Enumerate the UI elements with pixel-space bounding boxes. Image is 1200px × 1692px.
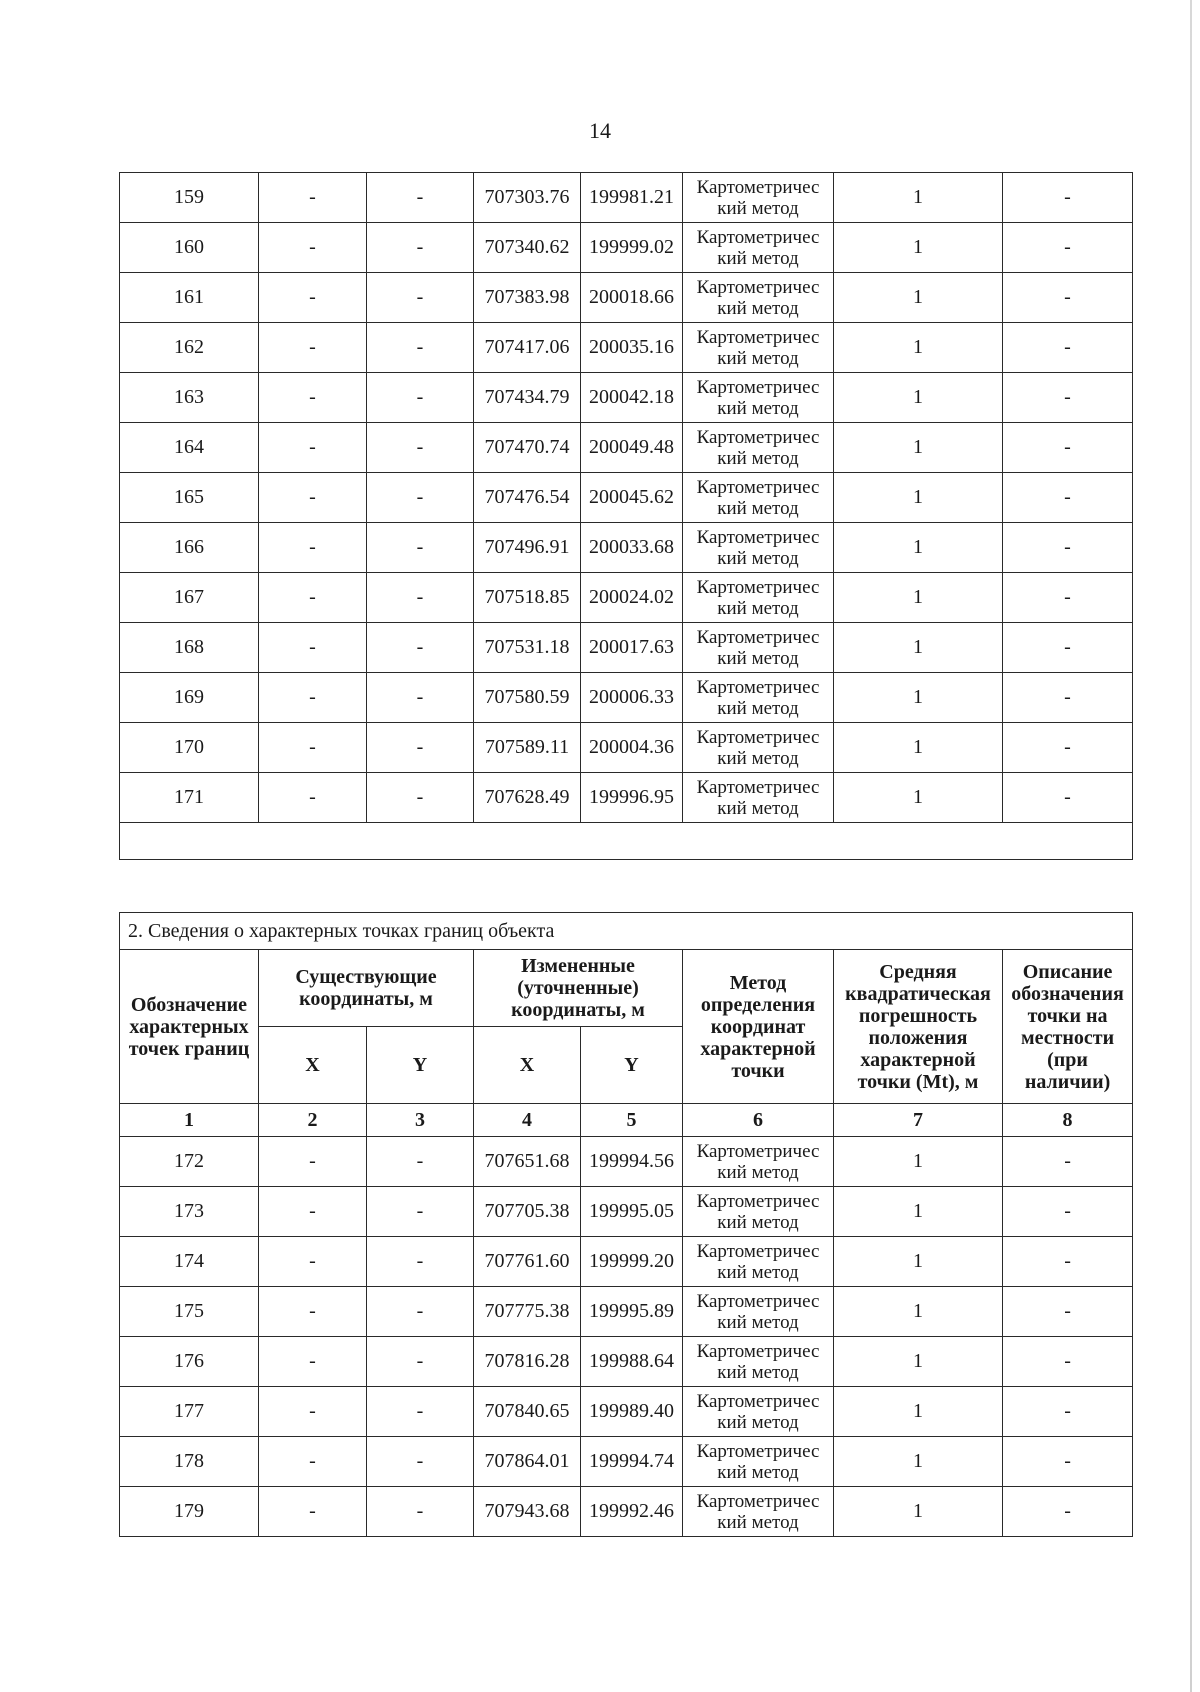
point-number-cell: 165 (120, 473, 259, 523)
table-row (120, 1137, 1133, 1187)
changed-y-cell: 199999.02 (581, 223, 683, 273)
changed-x-cell: 707628.49 (474, 773, 581, 823)
mt-cell: 1 (834, 423, 1003, 473)
mt-cell: 1 (834, 323, 1003, 373)
existing-x-cell: - (259, 673, 367, 723)
description-cell: - (1003, 473, 1133, 523)
changed-x-cell: 707531.18 (474, 623, 581, 673)
point-number-cell: 172 (120, 1137, 259, 1187)
existing-y-cell: - (367, 373, 474, 423)
method-cell: Картометричес кий метод (683, 673, 834, 723)
description-cell: - (1003, 673, 1133, 723)
changed-x-cell: 707580.59 (474, 673, 581, 723)
description-cell: - (1003, 1437, 1133, 1487)
column-number: 2 (259, 1104, 367, 1137)
existing-x-cell: - (259, 173, 367, 223)
section-title: 2. Сведения о характерных точках границ объекта (120, 913, 1133, 950)
point-number-cell: 176 (120, 1337, 259, 1387)
point-number-cell: 168 (120, 623, 259, 673)
existing-y-cell: - (367, 1137, 474, 1187)
table-row (120, 1437, 1133, 1487)
existing-y-cell: - (367, 573, 474, 623)
description-cell: - (1003, 273, 1133, 323)
table-row (120, 323, 1133, 373)
mt-cell: 1 (834, 1137, 1003, 1187)
changed-y-cell: 200042.18 (581, 373, 683, 423)
mt-cell: 1 (834, 1337, 1003, 1387)
description-cell: - (1003, 323, 1133, 373)
table-row (120, 723, 1133, 773)
existing-x-cell: - (259, 223, 367, 273)
mt-cell: 1 (834, 573, 1003, 623)
description-cell: - (1003, 1187, 1133, 1237)
table-row (120, 623, 1133, 673)
existing-x-cell: - (259, 323, 367, 373)
existing-y-cell: - (367, 1387, 474, 1437)
existing-y-cell: - (367, 173, 474, 223)
scan-edge (1190, 0, 1192, 1692)
existing-y-cell: - (367, 473, 474, 523)
column-number: 8 (1003, 1104, 1133, 1137)
point-number-cell: 166 (120, 523, 259, 573)
description-cell: - (1003, 773, 1133, 823)
table-row (120, 573, 1133, 623)
changed-y-cell: 200049.48 (581, 423, 683, 473)
existing-y-cell: - (367, 523, 474, 573)
existing-x-cell: - (259, 1387, 367, 1437)
point-number-cell: 175 (120, 1287, 259, 1337)
changed-y-cell: 199988.64 (581, 1337, 683, 1387)
mt-cell: 1 (834, 1487, 1003, 1537)
mt-cell: 1 (834, 173, 1003, 223)
existing-y-cell: - (367, 1437, 474, 1487)
table2-body (120, 1137, 1133, 1537)
method-cell: Картометричес кий метод (683, 223, 834, 273)
changed-x-cell: 707434.79 (474, 373, 581, 423)
description-cell: - (1003, 1237, 1133, 1287)
method-cell: Картометричес кий метод (683, 723, 834, 773)
table-row (120, 473, 1133, 523)
existing-y-cell: - (367, 1487, 474, 1537)
header-changed-x: X (474, 1027, 581, 1104)
table-row (120, 1287, 1133, 1337)
empty-row (120, 823, 1133, 860)
method-cell: Картометричес кий метод (683, 1387, 834, 1437)
point-number-cell: 163 (120, 373, 259, 423)
column-number: 3 (367, 1104, 474, 1137)
changed-x-cell: 707651.68 (474, 1137, 581, 1187)
method-cell: Картометричес кий метод (683, 1487, 834, 1537)
changed-x-cell: 707816.28 (474, 1337, 581, 1387)
changed-y-cell: 200018.66 (581, 273, 683, 323)
method-cell: Картометричес кий метод (683, 323, 834, 373)
mt-cell: 1 (834, 1187, 1003, 1237)
changed-x-cell: 707383.98 (474, 273, 581, 323)
point-number-cell: 164 (120, 423, 259, 473)
description-cell: - (1003, 523, 1133, 573)
method-cell: Картометричес кий метод (683, 623, 834, 673)
header-mt: Средняя квадратическая погрешность положения характерной точки (Mt), м (834, 950, 1003, 1104)
changed-y-cell: 200033.68 (581, 523, 683, 573)
changed-y-cell: 199994.56 (581, 1137, 683, 1187)
point-number-cell: 179 (120, 1487, 259, 1537)
column-number: 4 (474, 1104, 581, 1137)
description-cell: - (1003, 173, 1133, 223)
existing-x-cell: - (259, 723, 367, 773)
table-row (120, 373, 1133, 423)
table-row (120, 523, 1133, 573)
mt-cell: 1 (834, 773, 1003, 823)
existing-x-cell: - (259, 473, 367, 523)
coordinates-table-continued (119, 172, 1133, 860)
mt-cell: 1 (834, 223, 1003, 273)
method-cell: Картометричес кий метод (683, 523, 834, 573)
existing-y-cell: - (367, 1337, 474, 1387)
description-cell: - (1003, 373, 1133, 423)
existing-y-cell: - (367, 773, 474, 823)
point-number-cell: 167 (120, 573, 259, 623)
changed-y-cell: 199999.20 (581, 1237, 683, 1287)
point-number-cell: 174 (120, 1237, 259, 1287)
point-number-cell: 161 (120, 273, 259, 323)
changed-x-cell: 707840.65 (474, 1387, 581, 1437)
changed-y-cell: 199994.74 (581, 1437, 683, 1487)
method-cell: Картометричес кий метод (683, 373, 834, 423)
existing-y-cell: - (367, 1237, 474, 1287)
changed-y-cell: 199989.40 (581, 1387, 683, 1437)
header-existing-x: X (259, 1027, 367, 1104)
changed-y-cell: 200045.62 (581, 473, 683, 523)
mt-cell: 1 (834, 373, 1003, 423)
description-cell: - (1003, 1287, 1133, 1337)
mt-cell: 1 (834, 1437, 1003, 1487)
table1-body (120, 173, 1133, 823)
existing-y-cell: - (367, 723, 474, 773)
column-number: 1 (120, 1104, 259, 1137)
description-cell: - (1003, 623, 1133, 673)
changed-x-cell: 707470.74 (474, 423, 581, 473)
changed-x-cell: 707705.38 (474, 1187, 581, 1237)
header-existing-coords: Существующие координаты, м (259, 950, 474, 1027)
existing-y-cell: - (367, 1287, 474, 1337)
changed-x-cell: 707761.60 (474, 1237, 581, 1287)
existing-y-cell: - (367, 223, 474, 273)
method-cell: Картометричес кий метод (683, 173, 834, 223)
existing-y-cell: - (367, 1187, 474, 1237)
header-existing-y: Y (367, 1027, 474, 1104)
changed-x-cell: 707518.85 (474, 573, 581, 623)
table-row (120, 1187, 1133, 1237)
changed-y-cell: 199992.46 (581, 1487, 683, 1537)
description-cell: - (1003, 573, 1133, 623)
existing-x-cell: - (259, 523, 367, 573)
changed-x-cell: 707864.01 (474, 1437, 581, 1487)
method-cell: Картометричес кий метод (683, 1137, 834, 1187)
point-number-cell: 170 (120, 723, 259, 773)
existing-x-cell: - (259, 623, 367, 673)
table-row (120, 423, 1133, 473)
mt-cell: 1 (834, 523, 1003, 573)
existing-x-cell: - (259, 1487, 367, 1537)
changed-y-cell: 200024.02 (581, 573, 683, 623)
existing-y-cell: - (367, 323, 474, 373)
existing-y-cell: - (367, 423, 474, 473)
header-method: Метод определения координат характерной точки (683, 950, 834, 1104)
method-cell: Картометричес кий метод (683, 1437, 834, 1487)
header-point: Обозначение характерных точек границ (120, 950, 259, 1104)
table-row (120, 1487, 1133, 1537)
point-number-cell: 159 (120, 173, 259, 223)
table-row (120, 673, 1133, 723)
column-number: 7 (834, 1104, 1003, 1137)
table-row (120, 1337, 1133, 1387)
boundary-points-table (119, 912, 1133, 1537)
mt-cell: 1 (834, 673, 1003, 723)
point-number-cell: 169 (120, 673, 259, 723)
mt-cell: 1 (834, 1387, 1003, 1437)
existing-x-cell: - (259, 273, 367, 323)
point-number-cell: 178 (120, 1437, 259, 1487)
changed-y-cell: 200004.36 (581, 723, 683, 773)
changed-y-cell: 200006.33 (581, 673, 683, 723)
existing-x-cell: - (259, 1237, 367, 1287)
mt-cell: 1 (834, 473, 1003, 523)
description-cell: - (1003, 423, 1133, 473)
empty-cell (120, 823, 1133, 860)
column-number: 6 (683, 1104, 834, 1137)
page-number: 14 (589, 118, 611, 143)
changed-x-cell: 707340.62 (474, 223, 581, 273)
changed-y-cell: 199995.89 (581, 1287, 683, 1337)
changed-x-cell: 707496.91 (474, 523, 581, 573)
existing-x-cell: - (259, 373, 367, 423)
header-description: Описание обозначения точки на местности (при наличии) (1003, 950, 1133, 1104)
mt-cell: 1 (834, 723, 1003, 773)
point-number-cell: 160 (120, 223, 259, 273)
changed-x-cell: 707303.76 (474, 173, 581, 223)
existing-x-cell: - (259, 1187, 367, 1237)
mt-cell: 1 (834, 623, 1003, 673)
changed-y-cell: 199996.95 (581, 773, 683, 823)
method-cell: Картометричес кий метод (683, 573, 834, 623)
changed-y-cell: 200035.16 (581, 323, 683, 373)
existing-x-cell: - (259, 1137, 367, 1187)
existing-x-cell: - (259, 773, 367, 823)
description-cell: - (1003, 1137, 1133, 1187)
description-cell: - (1003, 1337, 1133, 1387)
table-row (120, 273, 1133, 323)
method-cell: Картометричес кий метод (683, 273, 834, 323)
method-cell: Картометричес кий метод (683, 1287, 834, 1337)
method-cell: Картометричес кий метод (683, 773, 834, 823)
column-number: 5 (581, 1104, 683, 1137)
description-cell: - (1003, 723, 1133, 773)
mt-cell: 1 (834, 1237, 1003, 1287)
existing-x-cell: - (259, 1337, 367, 1387)
point-number-cell: 171 (120, 773, 259, 823)
table-row (120, 1387, 1133, 1437)
existing-x-cell: - (259, 573, 367, 623)
point-number-cell: 177 (120, 1387, 259, 1437)
changed-x-cell: 707476.54 (474, 473, 581, 523)
changed-y-cell: 200017.63 (581, 623, 683, 673)
changed-x-cell: 707589.11 (474, 723, 581, 773)
method-cell: Картометричес кий метод (683, 473, 834, 523)
method-cell: Картометричес кий метод (683, 1187, 834, 1237)
existing-y-cell: - (367, 673, 474, 723)
existing-y-cell: - (367, 623, 474, 673)
table-row (120, 773, 1133, 823)
method-cell: Картометричес кий метод (683, 1237, 834, 1287)
method-cell: Картометричес кий метод (683, 1337, 834, 1387)
mt-cell: 1 (834, 273, 1003, 323)
table-row (120, 173, 1133, 223)
existing-x-cell: - (259, 1437, 367, 1487)
existing-x-cell: - (259, 423, 367, 473)
mt-cell: 1 (834, 1287, 1003, 1337)
table-row (120, 1237, 1133, 1287)
changed-x-cell: 707775.38 (474, 1287, 581, 1337)
description-cell: - (1003, 1387, 1133, 1437)
table-row (120, 223, 1133, 273)
description-cell: - (1003, 223, 1133, 273)
header-changed-y: Y (581, 1027, 683, 1104)
description-cell: - (1003, 1487, 1133, 1537)
changed-y-cell: 199995.05 (581, 1187, 683, 1237)
changed-x-cell: 707943.68 (474, 1487, 581, 1537)
point-number-cell: 162 (120, 323, 259, 373)
existing-y-cell: - (367, 273, 474, 323)
changed-x-cell: 707417.06 (474, 323, 581, 373)
header-changed-coords: Измененные (уточненные) координаты, м (474, 950, 683, 1027)
method-cell: Картометричес кий метод (683, 423, 834, 473)
point-number-cell: 173 (120, 1187, 259, 1237)
changed-y-cell: 199981.21 (581, 173, 683, 223)
existing-x-cell: - (259, 1287, 367, 1337)
